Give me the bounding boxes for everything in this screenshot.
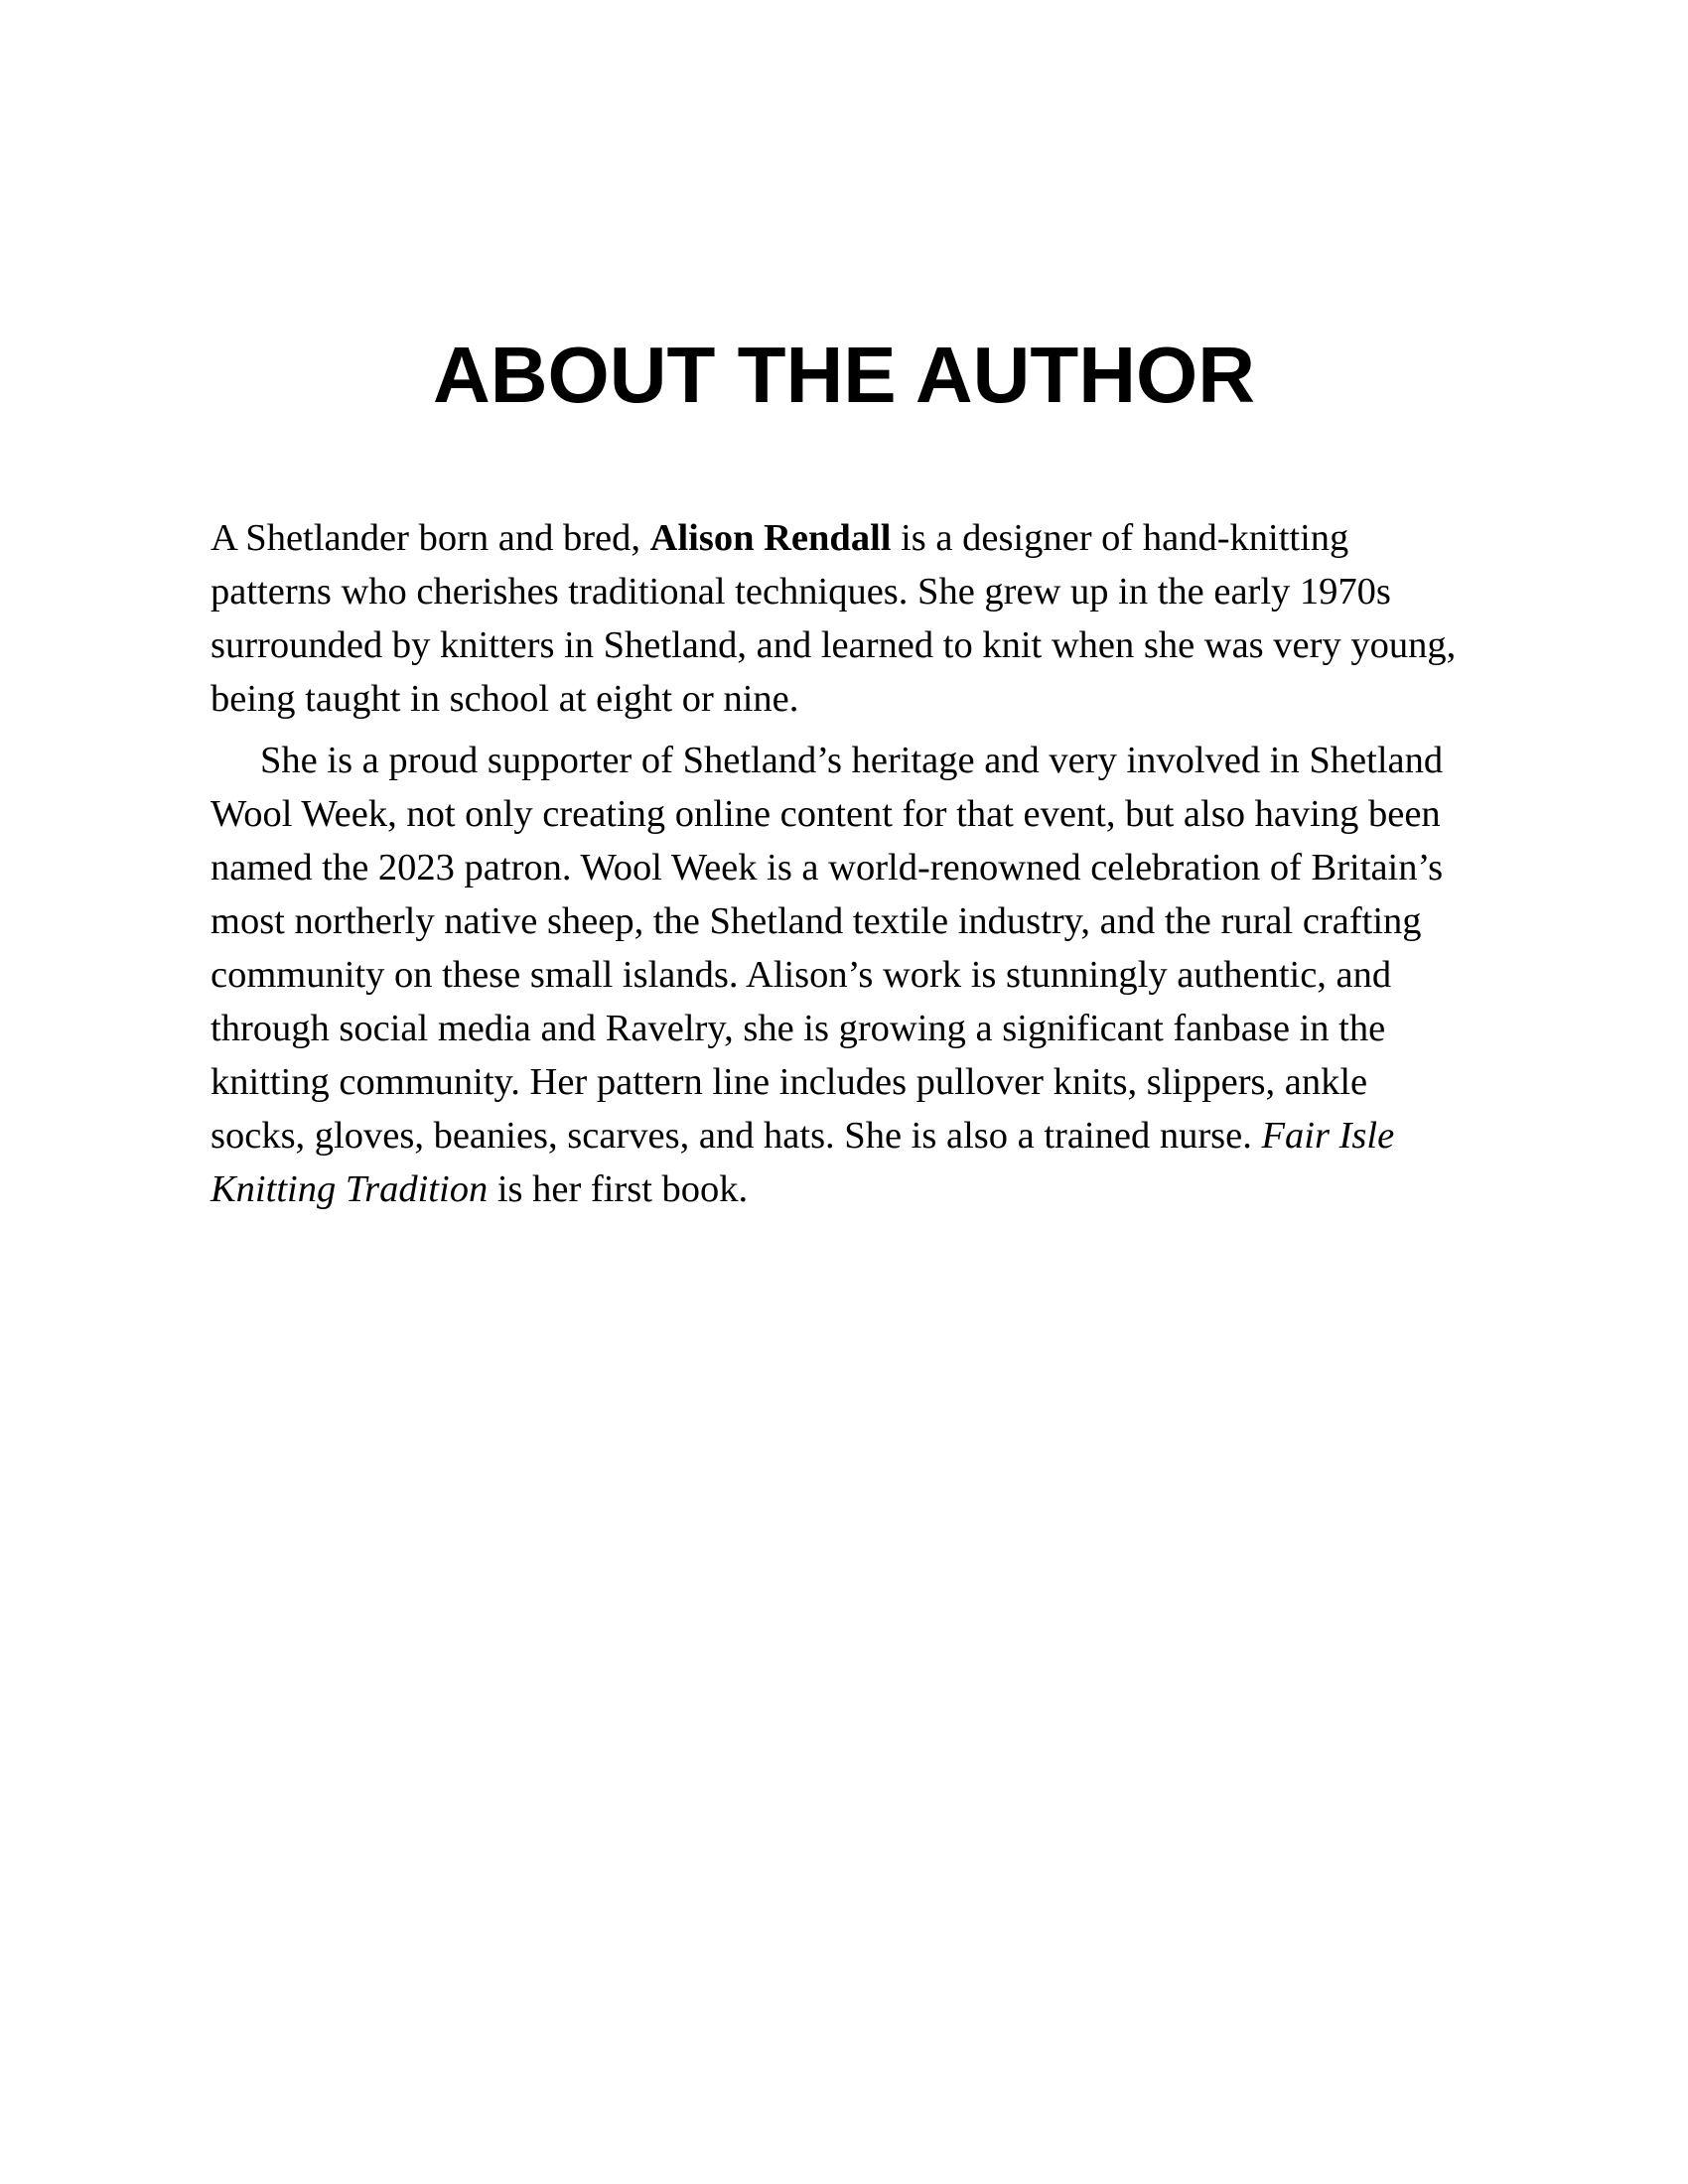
- author-name: Alison Rendall: [649, 517, 892, 559]
- bio-intro-text: A Shetlander born and bred,: [211, 517, 650, 559]
- bio-paragraph-1-rest: is a designer of hand-knitting patterns who cherishes traditional techniques. She grew up in the early 1970s surrounded by knitters in Shetland, and learned to knit when she was very young, being taught in school at eight or nine.: [211, 517, 1457, 720]
- page-title: ABOUT THE AUTHOR: [432, 331, 1256, 419]
- bio-paragraph-2-end: is her first book.: [488, 1168, 749, 1210]
- bio-paragraph-1: [211, 511, 1462, 726]
- book-title: Fair Isle Knitting Tradition: [211, 1115, 1395, 1210]
- bio-paragraph-2-text: She is a proud supporter of Shetland’s heritage and very involved in Shetland Wool Week, not only creating online content for that event, but also having been named the 2023 patron. Wool Week is a world-renowned celebration of Britain’s most northerly native sheep, the Shetland textile industry, and the rural crafting community on these small islands. Alison’s work is stunningly authentic, and through social media and Ravelry, she is growing a significant fanbase in the knitting community. Her pattern line includes pullover knits, slippers, ankle socks, gloves, beanies, scarves, and hats. She is also a trained nurse.: [211, 740, 1444, 1157]
- author-bio: [211, 511, 1462, 1216]
- bio-paragraph-2: [211, 734, 1462, 1216]
